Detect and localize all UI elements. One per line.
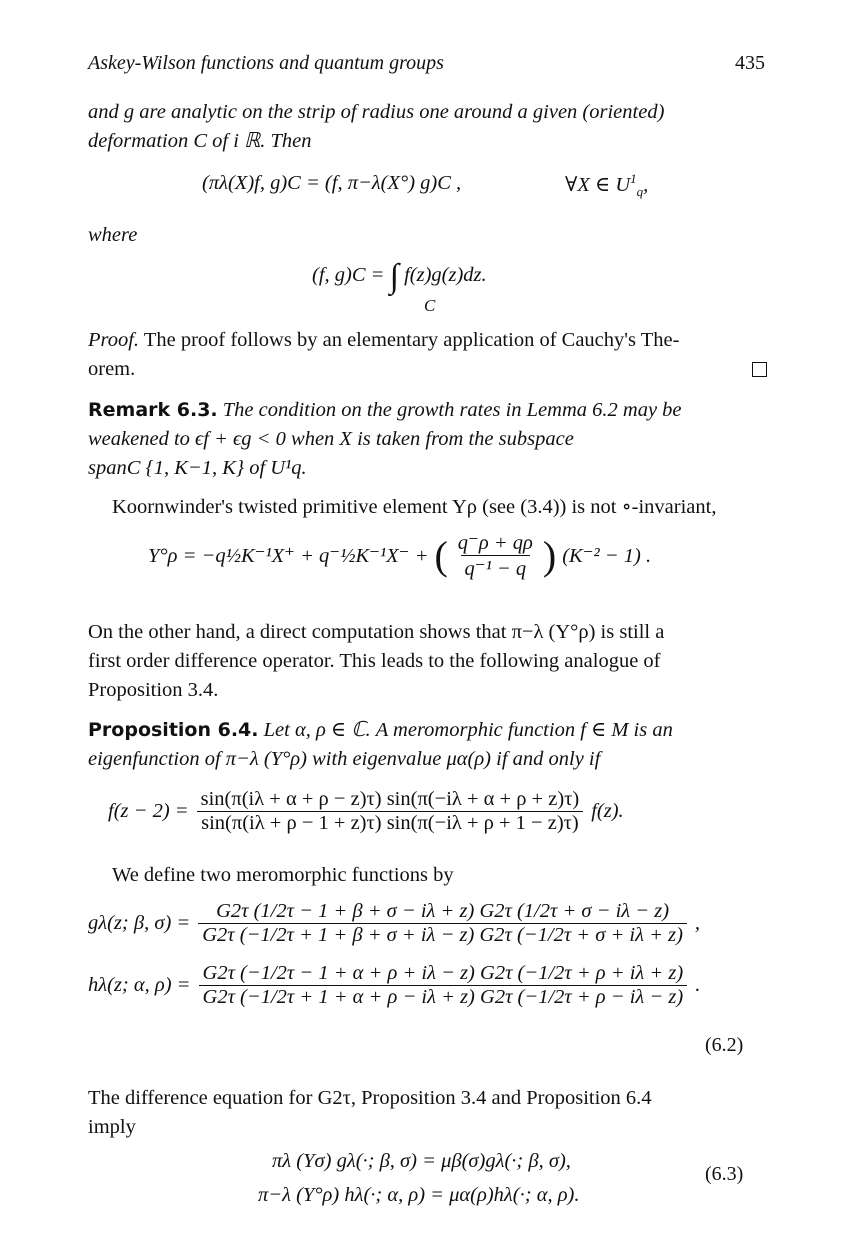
proof-line-1: The proof follows by an elementary application of Cauchy's The- xyxy=(139,329,680,351)
difference-lhs: f(z − 2) = xyxy=(108,800,189,822)
proof-paragraph xyxy=(88,326,768,384)
g-lambda-lhs: gλ(z; β, σ) = xyxy=(88,912,191,934)
difference-rhs: f(z). xyxy=(591,800,624,822)
condition-sup: 1 xyxy=(630,171,637,187)
twisted-element-fraction xyxy=(454,530,537,581)
where-label: where xyxy=(88,224,138,246)
right-paren: ) xyxy=(542,533,557,578)
paragraph-intro xyxy=(88,98,768,156)
difference-denominator: sin(π(iλ + ρ − 1 + z)τ) sin(π(−iλ + ρ + 1 − z)τ) xyxy=(197,811,583,835)
other-hand-line-1: On the other hand, a direct computation shows that π−λ (Y°ρ) is still a xyxy=(88,621,665,643)
equation-eigen-system xyxy=(258,1144,580,1212)
difference-numerator: sin(π(iλ + α + ρ − z)τ) sin(π(−iλ + α + ρ + z)τ) xyxy=(200,788,580,810)
difference-fraction xyxy=(197,788,584,835)
page-number: 435 xyxy=(735,52,765,74)
condition-end: , xyxy=(643,174,649,196)
h-lambda-fraction xyxy=(199,962,688,1009)
fraction-denominator: q⁻¹ − q xyxy=(461,555,531,581)
twisted-element-lhs: Y°ρ = −q½K⁻¹X⁺ + q⁻½K⁻¹X⁻ + xyxy=(148,545,429,567)
proposition-line-2: eigenfunction of π−λ (Y°ρ) with eigenvalue μα(ρ) if and only if xyxy=(88,748,601,770)
eigen-line-2: π−λ (Y°ρ) hλ(·; α, ρ) = μα(ρ)hλ(·; α, ρ). xyxy=(258,1184,580,1206)
remark-label: Remark 6.3. xyxy=(88,399,218,421)
twisted-element-rhs: (K⁻² − 1) . xyxy=(562,545,652,567)
imply-line-2: imply xyxy=(88,1116,136,1138)
proposition-label: Proposition 6.4. xyxy=(88,719,259,741)
other-hand-line-3: Proposition 3.4. xyxy=(88,679,219,701)
h-lambda-lhs: hλ(z; α, ρ) = xyxy=(88,974,191,996)
equation-tag-6-3: (6.3) xyxy=(705,1163,744,1185)
running-title: Askey-Wilson functions and quantum groups xyxy=(88,52,444,74)
paragraph-other-hand xyxy=(88,618,768,705)
paragraph-imply xyxy=(88,1084,768,1142)
equation-adjoint xyxy=(202,172,461,195)
inner-product-integrand: f(z)g(z)dz. xyxy=(404,264,487,286)
equation-adjoint-condition xyxy=(565,171,649,200)
h-lambda-denominator: G2τ (−1/2τ + 1 + α + ρ − iλ + z) G2τ (−1/2τ + ρ − iλ − z) xyxy=(199,985,688,1009)
remark-line-3: spanC {1, K−1, K} of U¹q. xyxy=(88,457,307,479)
intro-line-1: and g are analytic on the strip of radius one around a given (oriented) xyxy=(88,101,665,123)
equation-g-lambda xyxy=(88,900,700,947)
other-hand-line-2: first order difference operator. This leads to the following analogue of xyxy=(88,650,661,672)
proof-line-2: orem. xyxy=(88,358,136,380)
remark-paragraph xyxy=(88,396,768,483)
left-paren: ( xyxy=(434,533,448,578)
equation-adjoint-body: (πλ(X)f, g)C = (f, π−λ(X°) g)C , xyxy=(202,172,462,194)
g-lambda-end: , xyxy=(694,912,701,934)
remark-line-1: The condition on the growth rates in Lemma 6.2 may be xyxy=(217,399,682,421)
equation-difference xyxy=(108,788,624,835)
integral-sign: ∫ xyxy=(389,258,399,295)
condition-sub: q xyxy=(636,184,644,200)
contour-label: C xyxy=(424,296,436,315)
equation-tag-6-2: (6.2) xyxy=(705,1034,744,1056)
eigen-line-1: πλ (Yσ) gλ(·; β, σ) = μβ(σ)gλ(·; β, σ), xyxy=(272,1150,571,1172)
remark-line-2: weakened to ϵf + ϵg < 0 when X is taken from the subspace xyxy=(88,428,574,450)
h-lambda-numerator: G2τ (−1/2τ − 1 + α + ρ + iλ − z) G2τ (−1/2τ + ρ + iλ + z) xyxy=(202,962,684,984)
imply-line-1: The difference equation for G2τ, Proposition 3.4 and Proposition 6.4 xyxy=(88,1087,652,1109)
intro-line-2: deformation C of i ℝ. Then xyxy=(88,130,312,152)
proof-label: Proof. xyxy=(88,329,140,351)
g-lambda-fraction xyxy=(198,900,687,947)
g-lambda-numerator: G2τ (1/2τ − 1 + β + σ − iλ + z) G2τ (1/2τ + σ − iλ − z) xyxy=(216,900,670,922)
fraction-numerator: q⁻ρ + qρ xyxy=(457,532,533,554)
qed-box xyxy=(752,362,767,377)
inner-product-lhs: (f, g)C = xyxy=(312,264,385,286)
equation-twisted-element xyxy=(148,530,651,581)
proposition-line-1: Let α, ρ ∈ ℂ. A meromorphic function f ∈ M is an xyxy=(258,719,673,741)
equation-inner-product xyxy=(312,258,487,296)
equation-h-lambda xyxy=(88,962,700,1009)
h-lambda-end: . xyxy=(695,974,701,996)
paragraph-koornwinder: Koornwinder's twisted primitive element Yρ (see (3.4)) is not ∘-invariant, xyxy=(112,496,717,518)
g-lambda-denominator: G2τ (−1/2τ + 1 + β + σ + iλ − z) G2τ (−1/2τ + σ + iλ + z) xyxy=(198,923,687,947)
proposition-paragraph xyxy=(88,716,768,774)
condition-text: ∀X ∈ U xyxy=(565,174,631,196)
paragraph-define: We define two meromorphic functions by xyxy=(112,864,454,886)
